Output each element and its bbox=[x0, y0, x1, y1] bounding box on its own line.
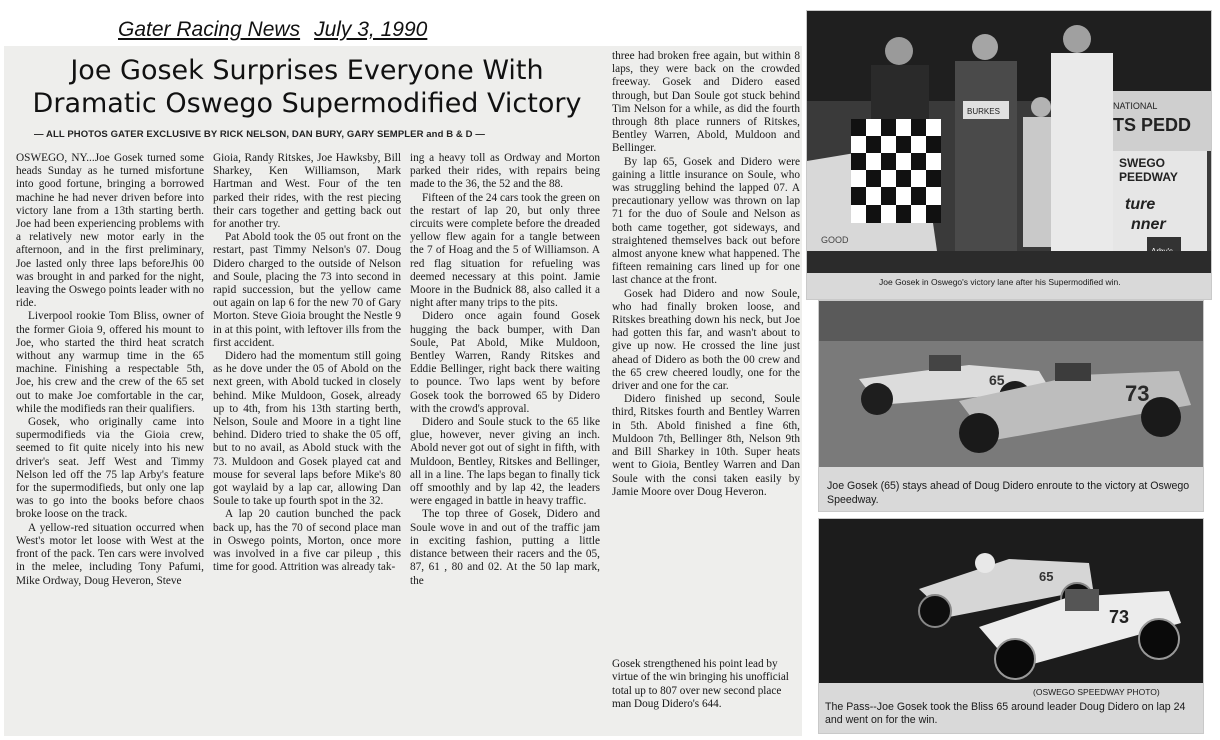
paragraph: OSWEGO, NY...Joe Gosek turned some heads Sunday as he turned misfortune into good fortune, bringing a borrowed machine he had never driven before into victory lane from a 13th starting berth. Joe had been experiencing problems with a relatively new motor early in the afternoon, and in the first preliminary, Joe lasted only three laps beforeJhis 00 was brought in and parked for the night, leaving the Oswego points leader with no ride. bbox=[16, 152, 204, 310]
article-column-3 bbox=[410, 152, 600, 736]
photo-credit: (OSWEGO SPEEDWAY PHOTO) bbox=[1033, 687, 1160, 697]
photo-caption: Joe Gosek (65) stays ahead of Doug Didero enroute to the victory at Oswego Speedway. bbox=[827, 480, 1190, 506]
checkered-flag-icon bbox=[851, 119, 941, 223]
photo-victory-lane bbox=[806, 10, 1212, 300]
masthead bbox=[118, 18, 427, 42]
paragraph: Fifteen of the 24 cars took the green on the restart of lap 20, but only three circuits were complete before the dreaded yellow flew again for a tangle between the 7 of Hoag and the 5 of Williamson. A red flag situation for refueling was deemed necessary at this point. Jamie Moore in the Budnick 88, also called it a night after many trips to the pits. bbox=[410, 191, 600, 310]
paragraph: Gosek, who originally came into supermodifieds via the Gioia crew, seemed to fit quite nicely into his new driver's seat. Jeff West and Timmy Nelson led off the 75 lap Arby's feature for the supermodifieds, but only one lap was to go into the books before chaos broke loose on the track. bbox=[16, 416, 204, 521]
article-column-1 bbox=[16, 152, 204, 736]
race-action-image bbox=[819, 301, 1203, 467]
paragraph: Gosek had Didero and now Soule, who had finally broken loose, and Ritskes breathing down his neck, but Joe had gotten this far, and wasn't about to give up now. He crossed the line just ahead of Didero as both the 00 crew and the 65 crew cheered loudly, one for the driver and one for the car. bbox=[612, 287, 800, 393]
paragraph: Didero had the momentum still going as he dove under the 05 of Abold on the next green, with Abold tucked in closely behind. Mike Muldoon, Gosek, already up to 4th, from his 13th starting berth, Nelson, Soule and Moore in a tight line behind. Didero tried to shake the 05 off, but to no avail, as Abold stuck with the 73. Muldoon and Gosek played cat and mouse for several laps before Mike's 80 got waylaid by a lap car, allowing Dan Soule to take up fourth spot in the 32. bbox=[213, 350, 401, 508]
car-number: 73 bbox=[1109, 607, 1130, 627]
photo-race-action bbox=[818, 300, 1204, 512]
paragraph: A lap 20 caution bunched the pack back up, has the 70 of second place man in Oswego points, Morton, once more was involved in a five car pileup , this time for good. Attrition was already tak- bbox=[213, 508, 401, 574]
paragraph: Didero once again found Gosek hugging the back bumper, with Dan Soule, Pat Abold, Mike Muldoon, Bentley Warren, Randy Ritskes and Eddie Bellinger, right back there waiting to pounce. Two laps went by before Gosek took the borrowed 65 by Didero with the crowd's approval. bbox=[410, 310, 600, 415]
paragraph: By lap 65, Gosek and Didero were gaining a little insurance on Soule, who was struggling behind the lapped 07. A precautionary yellow was thrown on lap 71 for the duo of Soule and Nelson as both came together, got sideways, and straightened themselves back out before almost anyone knew what happened. The fifteen remaining cars lined up for one last chance at the front. bbox=[612, 155, 800, 287]
article-column-4 bbox=[612, 50, 800, 654]
photo-caption: Joe Gosek in Oswego's victory lane after his Supermodified win. bbox=[879, 277, 1121, 287]
sign-text: ture bbox=[1125, 196, 1156, 213]
article-column-2 bbox=[213, 152, 401, 736]
car-number: 73 bbox=[1125, 381, 1150, 406]
paragraph: The top three of Gosek, Didero and Soule wove in and out of the traffic jam in exciting fashion, putting a little distance between their racers and the 05, 87, 61 , 80 and 02. At the 50 lap mark, the bbox=[410, 508, 600, 587]
paragraph: Liverpool rookie Tom Bliss, owner of the former Gioia 9, offered his mount to Joe, who started the third heat scratch without any warmup time in the 65 machine. Finishing a respectable 5th, Joe, his crew and the crew of the 65 set out to make Joe comfortable in the car, while the modifieds ran their qualifiers. bbox=[16, 310, 204, 415]
sign-text: NATIONAL bbox=[1113, 101, 1158, 111]
paragraph: Didero finished up second, Soule third, Ritskes fourth and Bentley Warren in 5th. Abold finished a fine 6th, Muldoon 7th, Bellinger 8th, Nelson 9th and Bill Sharkey in 10th. Super heats went to Gioia, Bentley Warren and Dan Soule with the consi taken easily by Jamie Moore over Doug Heveron. bbox=[612, 393, 800, 498]
sign-text: TS PEDD bbox=[1113, 115, 1192, 135]
victory-lane-image bbox=[807, 11, 1211, 273]
paragraph: Didero and Soule stuck to the 65 like glue, however, never giving an inch. Abold never got out of sight in fifth, with Muldoon, Bentley, Ritskes and Bellinger, all in a line. The laps began to finally tick off smoothly and by lap 42, the leaders were engaged in battle in heavy traffic. bbox=[410, 416, 600, 508]
photo-credit-line: — ALL PHOTOS GATER EXCLUSIVE BY RICK NELSON, DAN BURY, GARY SEMPLER and B & D — bbox=[34, 129, 485, 140]
photo-the-pass bbox=[818, 518, 1204, 734]
paragraph: Pat Abold took the 05 out front on the restart, past Timmy Nelson's 07. Doug Didero charged to the outside of Nelson and Soule, placing the 73 into second in rapid succession, but the yellow came out again on lap 6 for the new 70 of Gary Morton. Steve Gioia brought the Nestle 9 in at this point, with leftover ills from the first accident. bbox=[213, 231, 401, 349]
headline bbox=[8, 54, 606, 120]
sign-text: SWEGO bbox=[1119, 156, 1166, 170]
sign-text: GOOD bbox=[821, 235, 849, 245]
car-number: 65 bbox=[989, 372, 1005, 388]
paragraph: three had broken free again, but within 8 laps, they were back on the crowded freeway. Gosek and Didero eased through, but Dan Soule got stuck behind Tim Nelson for a while, as did the fourth through 8th place runners of Ritskes, Bentley Warren, Abold, Muldoon and Bellinger. bbox=[612, 50, 800, 155]
car-number: 65 bbox=[1039, 569, 1054, 584]
sign-text: nner bbox=[1131, 216, 1166, 233]
the-pass-image bbox=[819, 519, 1203, 683]
closing-note: Gosek strengthened his point lead by virtue of the win bringing his unofficial total up to 807 over new second place man Doug Didero's 644. bbox=[612, 658, 789, 710]
sign-text: PEEDWAY bbox=[1119, 170, 1178, 184]
paragraph: ing a heavy toll as Ordway and Morton parked their rides, with repairs being made to the 36, the 52 and the 88. bbox=[410, 152, 600, 191]
sign-text: BURKES bbox=[967, 107, 1000, 116]
publication-name: Gater Racing News bbox=[118, 18, 301, 41]
publication-date: July 3, 1990 bbox=[314, 18, 428, 41]
paragraph: Gioia, Randy Ritskes, Joe Hawksby, Bill Sharkey, Ken Williamson, Mark Hartman and West. Four of the ten parked their rides, with the rest piecing their cars together and getting back out for another try. bbox=[213, 152, 401, 231]
headline-line-2: Dramatic Oswego Supermodified Victory bbox=[32, 88, 582, 119]
photo-caption: The Pass--Joe Gosek took the Bliss 65 around leader Doug Didero on lap 24 and went on for the win. bbox=[825, 701, 1186, 726]
headline-line-1: Joe Gosek Surprises Everyone With bbox=[70, 55, 544, 86]
paragraph: A yellow-red situation occurred when West's motor let loose with West at the front of the pack. Ten cars were involved in the melee, including Tony Pafumi, Mike Ordway, Doug Heveron, Steve bbox=[16, 521, 204, 587]
